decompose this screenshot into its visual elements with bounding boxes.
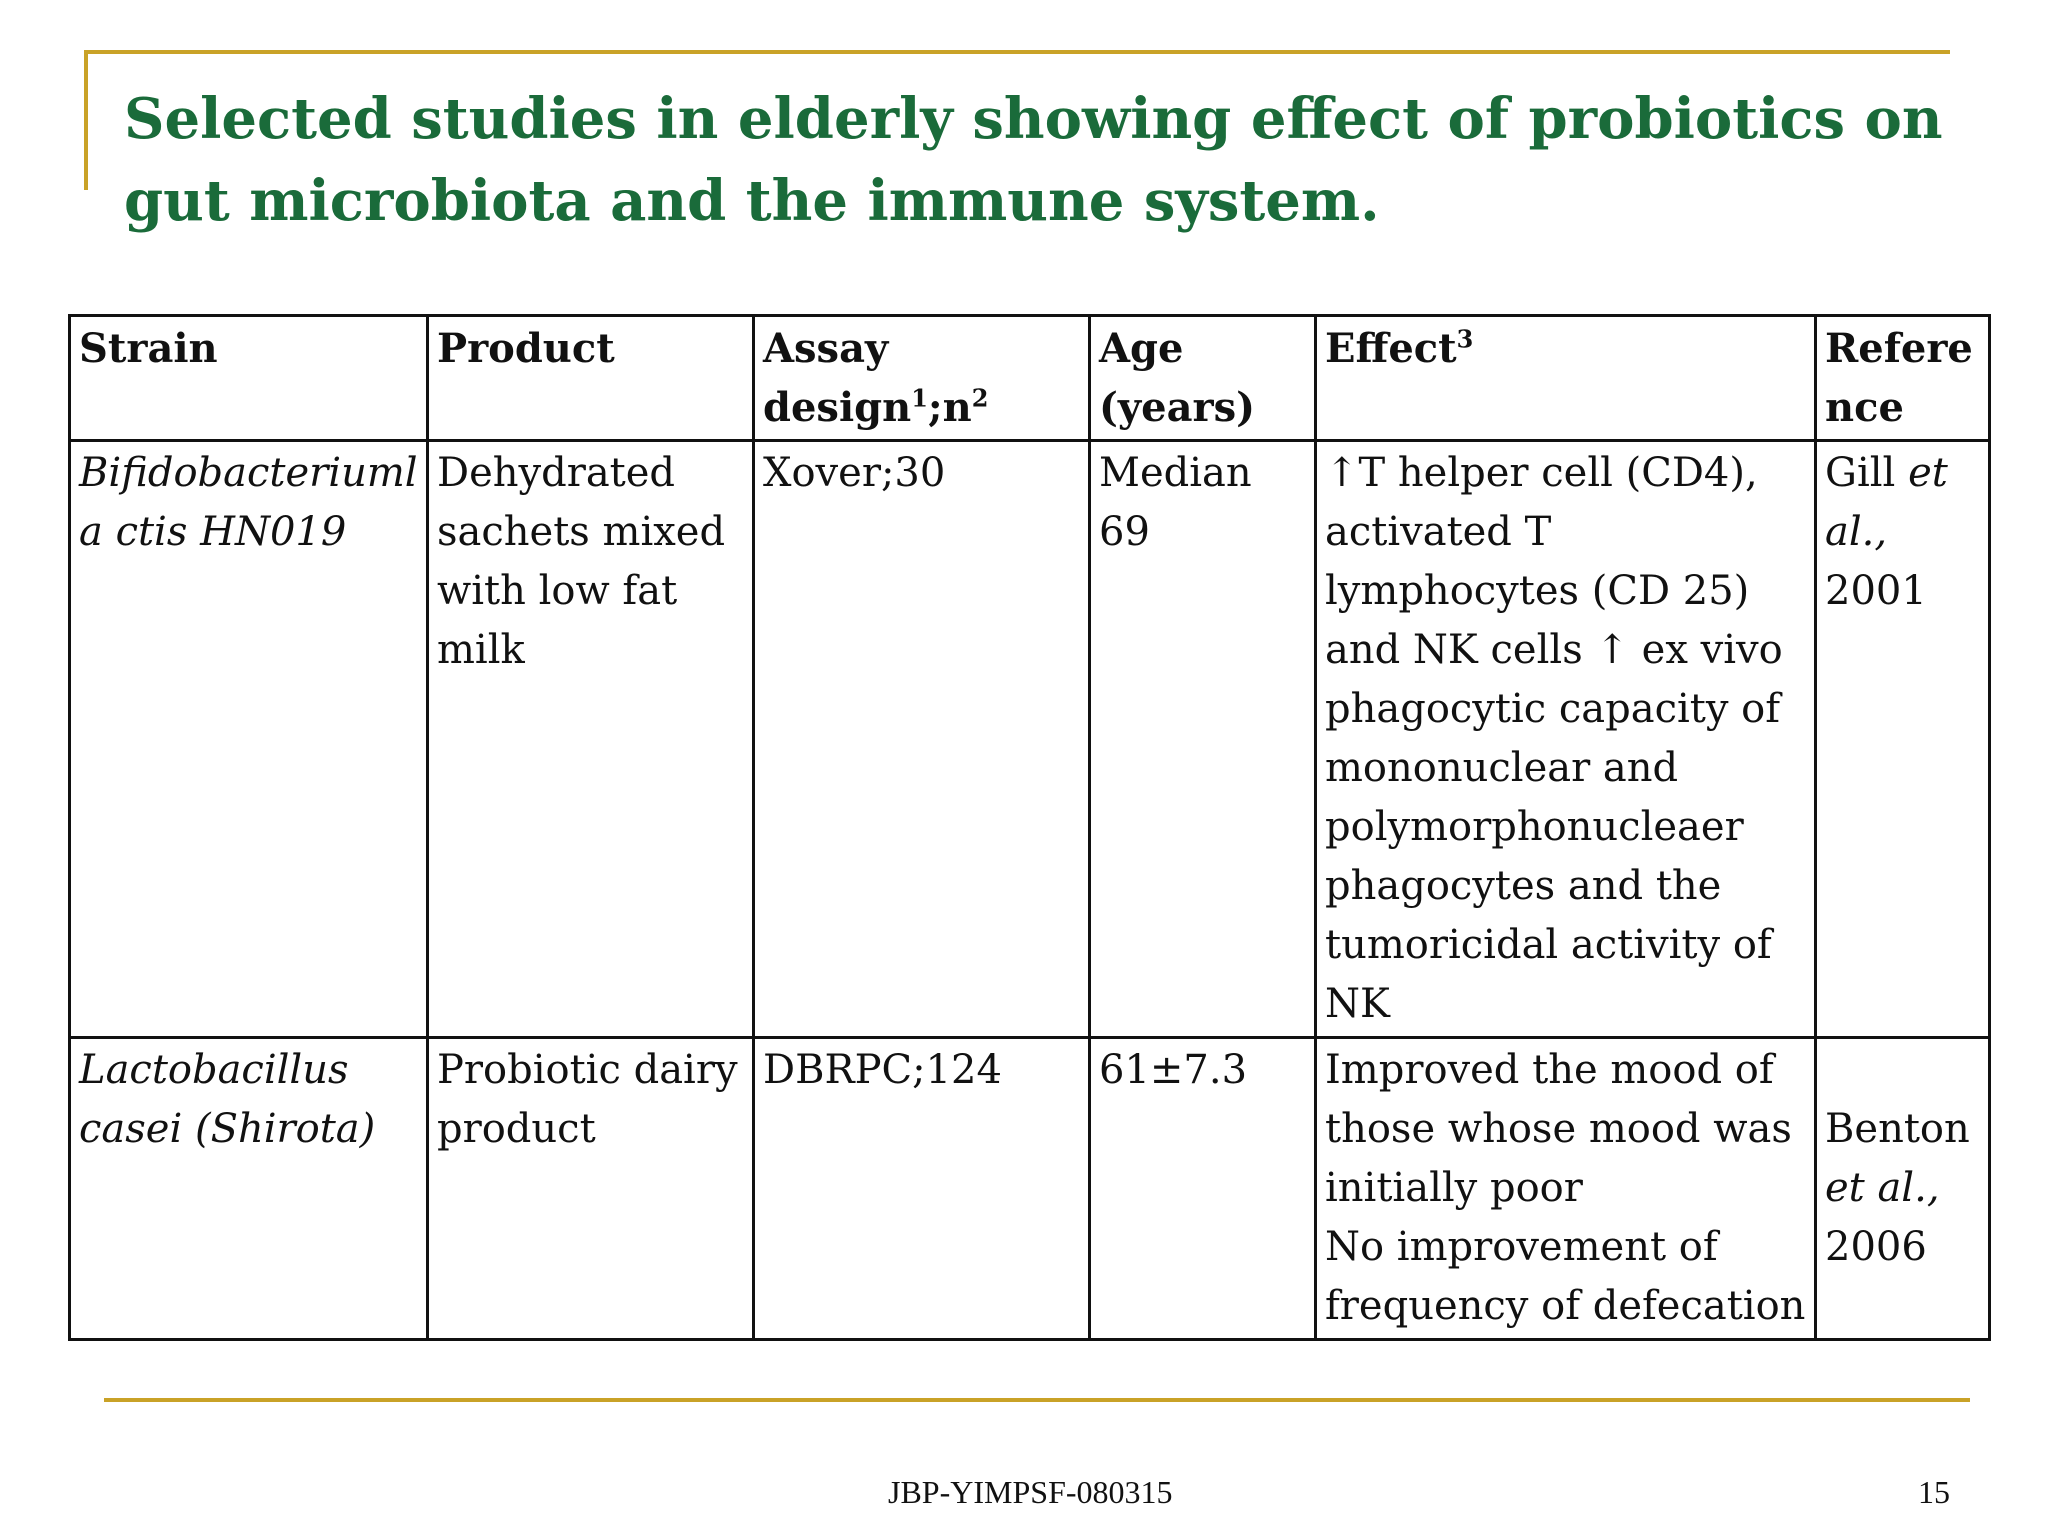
cell-reference: Gill et al., 2001	[1816, 441, 1990, 1038]
cell-assay: DBRPC;124	[754, 1038, 1090, 1340]
cell-product: Probiotic dairy product	[428, 1038, 754, 1340]
cell-age: 61±7.3	[1090, 1038, 1316, 1340]
top-accent-line	[84, 50, 1950, 54]
cell-age: Median 69	[1090, 441, 1316, 1038]
cell-assay: Xover;30	[754, 441, 1090, 1038]
header-effect: Effect$^3$	[1316, 316, 1816, 441]
effect-line: No improvement of frequency of defecation	[1325, 1224, 1806, 1329]
slide-title: Selected studies in elderly showing effect of probiotics on gut microbiota and the immune system.	[124, 86, 1943, 234]
header-assay: Assay $design^1;n^2$	[754, 316, 1090, 441]
cell-effect	[1316, 1038, 1816, 1340]
page-number: 15	[1918, 1474, 1950, 1510]
cell-reference: Benton et al., 2006	[1816, 1038, 1990, 1340]
table-row	[70, 441, 1990, 1038]
header-strain: Strain	[70, 316, 428, 441]
header-product: Product	[428, 316, 754, 441]
table-row	[70, 1038, 1990, 1340]
header-age: Age (years)	[1090, 316, 1316, 441]
cell-strain: Bifidobacteriumla ctis HN019	[70, 441, 428, 1038]
effect-line: Improved the mood of those whose mood was initially poor	[1325, 1047, 1792, 1211]
studies-table	[68, 314, 1991, 1341]
header-reference: Refere nce	[1816, 316, 1990, 441]
left-accent-line	[84, 50, 88, 190]
table-header-row	[70, 316, 1990, 441]
bottom-accent-line	[104, 1398, 1970, 1402]
cell-effect: ↑T helper cell (CD4), activated T lymphocytes (CD 25) and NK cells ↑ ex vivo phagocytic capacity of mononuclear and polymorphonucleaer phagocytes and the tumoricidal activity of NK	[1316, 441, 1816, 1038]
cell-strain: Lactobacillus casei (Shirota)	[70, 1038, 428, 1340]
cell-product: Dehydrated sachets mixed with low fat milk	[428, 441, 754, 1038]
footer-label: JBP-YIMPSF-080315	[888, 1474, 1173, 1510]
